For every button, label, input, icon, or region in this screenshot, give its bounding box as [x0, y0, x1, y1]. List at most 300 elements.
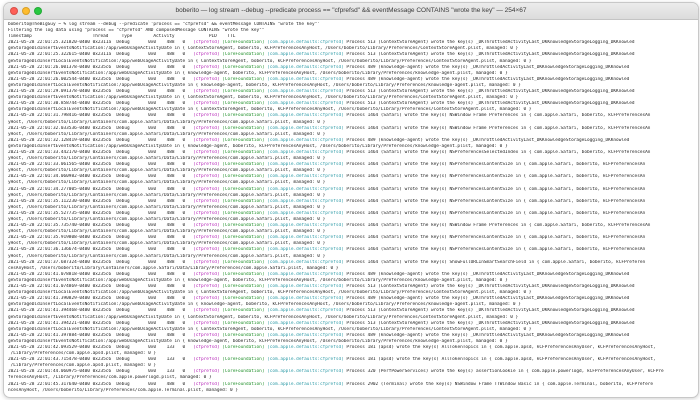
log-ttl: 0 [182, 186, 194, 192]
log-library: [CoreFoundation] [222, 101, 268, 107]
log-timestamp: 2021-05-28 22:01:43.715478-0400 0x235c6 [8, 357, 117, 363]
log-ttl: 0 [182, 332, 194, 338]
log-library: [CoreFoundation] [222, 64, 268, 70]
log-type: Debug [116, 332, 138, 338]
log-pid: 133 [163, 344, 183, 350]
log-subsystem: [com.apple.defaults:cfprefsd] [267, 89, 347, 95]
log-type: Debug [116, 284, 138, 290]
log-library: [CoreFoundation] [222, 259, 268, 265]
log-ttl: 0 [182, 381, 194, 387]
log-activity: 0x0 [137, 235, 164, 241]
log-ttl: 0 [182, 52, 194, 58]
log-type: Debug [116, 40, 138, 46]
log-pid: 488 [163, 223, 183, 229]
log-process: [cfprefsd] [193, 174, 223, 180]
log-entry [8, 52, 694, 58]
log-pid: 488 [163, 186, 183, 192]
log-entry-continuation: geStorageDidInsertLocalEventsNotification:/app/webUsageActivityDate in { ContextStoreAgent, boberito, kCFPreferencesAnyHost, /Users/boberito/Library/Preferences/ContextStoreAgent.plist, managed: 0 } [8, 107, 532, 113]
log-ttl: 0 [182, 125, 194, 131]
log-message: Process 489 (knowledge-agent) wrote the key(s) _DKThrottledActivityLast_DKKnowledgeStorageLogging_DKKnowled [346, 64, 630, 70]
log-subsystem: [com.apple.defaults:cfprefsd] [267, 235, 347, 241]
log-message: Process 489 (knowledge-agent) wrote the key(s) _DKThrottledActivityLast_DKKnowledgeStorageLogging_DKKnowled [346, 76, 630, 82]
log-process: [cfprefsd] [193, 271, 223, 277]
log-pid: 488 [163, 381, 183, 387]
log-activity: 0x0 [137, 149, 164, 155]
log-message: Process 181 (apsd) wrote the key(s) AllTokenTopics in { com.apple.apsd, kCFPreferencesAnyUser, kCFPreferencesAnyHost, [346, 344, 656, 350]
log-message: Process 513 (ContextStoreAgent) wrote the key(s) _DKThrottledActivityLast_DKKnowledgeStorageLogging_DKKnowled [346, 308, 635, 314]
log-process: [cfprefsd] [193, 149, 223, 155]
log-ttl: 0 [182, 357, 194, 363]
log-entry-continuation: cesAnyHost, /Users/boberito/Library/Containers/com.apple.Safari/Data/Library/Preferences/com.apple.Safari.plist, managed: 0 } [8, 265, 339, 271]
log-ttl: 0 [182, 296, 194, 302]
log-entry [8, 333, 694, 339]
log-message: Process 489 (knowledge-agent) wrote the key(s) _DKThrottledActivityLast_DKKnowledgeStorageLogging_DKKnowled [346, 271, 630, 277]
log-process: [cfprefsd] [193, 186, 223, 192]
log-timestamp: 2021-05-28 22:01:33.442170-0400 0x235c6 [8, 149, 117, 155]
log-subsystem: [com.apple.defaults:cfprefsd] [267, 381, 347, 387]
log-library: [CoreFoundation] [222, 174, 268, 180]
log-subsystem: [com.apple.defaults:cfprefsd] [267, 174, 347, 180]
log-timestamp: 2021-05-28 22:01:41.074869-0400 0x235c6 [8, 284, 117, 290]
log-library: [CoreFoundation] [222, 308, 268, 314]
log-activity: 0x0 [137, 357, 164, 363]
log-type: Debug [116, 113, 138, 119]
log-activity: 0x0 [137, 284, 164, 290]
log-ttl: 0 [182, 64, 194, 70]
log-type: Debug [116, 149, 138, 155]
log-timestamp: 2021-05-28 22:01:41.394468-0400 0x235c6 [8, 308, 117, 314]
log-message: Process 1464 (Safari) wrote the key(s) NSWindow Frame Preferences in { com.apple.Safari, boberito, kCFPreferencesAn [346, 125, 651, 131]
log-subsystem: [com.apple.defaults:cfprefsd] [267, 101, 347, 107]
log-process: [cfprefsd] [193, 259, 223, 265]
log-pid: 488 [163, 247, 183, 253]
log-process: [cfprefsd] [193, 125, 223, 131]
log-ttl: 0 [182, 223, 194, 229]
log-library: [CoreFoundation] [222, 332, 268, 338]
log-activity: 0x0 [137, 40, 164, 46]
log-ttl: 0 [182, 369, 194, 375]
log-subsystem: [com.apple.defaults:cfprefsd] [267, 186, 347, 192]
log-timestamp: 2021-05-28 22:01:42.093529-0400 0x235c6 [8, 344, 117, 350]
log-activity: 0x0 [137, 52, 164, 58]
log-entry [8, 187, 694, 193]
log-message: Process 1464 (Safari) wrote the key(s) NSPreferencesContentSize in { com.apple.Safari, boberito, kCFPreferencesAn [346, 186, 646, 192]
log-subsystem: [com.apple.defaults:cfprefsd] [267, 137, 347, 143]
log-process: [cfprefsd] [193, 223, 223, 229]
log-pid: 488 [163, 76, 183, 82]
log-type: Debug [116, 186, 138, 192]
log-pid: 488 [163, 198, 183, 204]
log-entry [8, 308, 694, 314]
command-line: boberito@TheBigGuy ~ % log stream --debug --predicate 'process == "cfprefsd" && eventMessage CONTAINS "wrote the key"' [8, 22, 320, 27]
log-message: Process 489 (knowledge-agent) wrote the key(s) _DKThrottledActivityLast_DKKnowledgeStorageLogging_DKKnowled [346, 296, 630, 302]
log-message: Process 489 (knowledge-agent) wrote the key(s) _DKThrottledActivityLast_DKKnowledgeStorageLogging_DKKnowled [346, 332, 630, 338]
log-type: Debug [116, 357, 138, 363]
log-type: Debug [116, 64, 138, 70]
log-type: Debug [116, 198, 138, 204]
log-pid: 488 [163, 52, 183, 58]
log-entry-continuation: yHost, /Users/boberito/Library/Containers/com.apple.Safari/Data/Library/Preferences/com.apple.Safari.plist, managed: 0 } [8, 217, 326, 222]
log-process: [cfprefsd] [193, 308, 223, 314]
log-type: Debug [116, 101, 138, 107]
log-activity: 0x0 [137, 198, 164, 204]
log-activity: 0x0 [137, 64, 164, 70]
log-process: [cfprefsd] [193, 52, 223, 58]
log-type: Debug [116, 296, 138, 302]
log-timestamp: 2021-05-28 22:01:26.002544-0400 0x235c6 [8, 76, 117, 82]
log-library: [CoreFoundation] [222, 89, 268, 95]
log-timestamp: 2021-05-28 22:01:35.919808-0400 0x235c6 [8, 235, 117, 241]
log-library: [CoreFoundation] [222, 210, 268, 216]
log-type: Debug [116, 369, 138, 375]
log-library: [CoreFoundation] [222, 284, 268, 290]
log-entry-continuation: yHost, /Users/boberito/Library/Containers/com.apple.Safari/Data/Library/Preferences/com.apple.Safari.plist, managed: 0 } [8, 119, 326, 125]
log-library: [CoreFoundation] [222, 381, 268, 387]
log-type: Debug [116, 137, 138, 143]
log-subsystem: [com.apple.defaults:cfprefsd] [267, 320, 347, 326]
log-subsystem: [com.apple.defaults:cfprefsd] [267, 64, 347, 70]
log-type: Debug [116, 247, 138, 253]
log-activity: 0x0 [137, 186, 164, 192]
log-ttl: 0 [182, 320, 194, 326]
log-process: [cfprefsd] [193, 344, 223, 350]
log-library: [CoreFoundation] [222, 271, 268, 277]
log-ttl: 0 [182, 101, 194, 107]
log-entry-continuation: yHost, /Users/boberito/Library/Containers/com.apple.Safari/Data/Library/Preferences/com.apple.Safari.plist, managed: 0 } [8, 241, 326, 247]
log-activity: 0x0 [137, 101, 164, 107]
log-activity: 0x0 [137, 320, 164, 326]
log-process: [cfprefsd] [193, 235, 223, 241]
log-message: Process 513 (ContextStoreAgent) wrote the key(s) _DKThrottledActivityLast_DKKnowledgeStorageLogging_DKKnowled [346, 284, 635, 290]
log-activity: 0x0 [137, 308, 164, 314]
log-pid: 488 [163, 320, 183, 326]
log-library: [CoreFoundation] [222, 296, 268, 302]
log-pid: 133 [163, 369, 183, 375]
log-pid: 488 [163, 259, 183, 265]
log-entry-continuation: geStorageDidInsertLocalEventsNotification:/app/webUsageActivityDate in { ContextStoreAgent, boberito, kCFPreferencesAnyHost, /Users/boberito/Library/Preferences/ContextStoreAgent.plist, managed: 0 } [8, 58, 532, 64]
log-entry-continuation: yHost, /Users/boberito/Library/Containers/com.apple.Safari/Data/Library/Preferences/com.apple.Safari.plist, managed: 0 } [8, 204, 326, 210]
log-library: [CoreFoundation] [222, 344, 268, 350]
log-library: [CoreFoundation] [222, 113, 268, 119]
log-activity: 0x0 [137, 210, 164, 216]
log-pid: 488 [163, 149, 183, 155]
log-subsystem: [com.apple.defaults:cfprefsd] [267, 259, 347, 265]
log-message: Process 1464 (Safari) wrote the key(s) NSPreferencesContentSize in { com.apple.Safari, boberito, kCFPreferencesAn [346, 174, 646, 180]
log-message: Process 1464 (Safari) wrote the key(s) NSPreferencesContentSize in { com.apple.Safari, boberito, kCFPreferencesAn [346, 247, 646, 253]
log-type: Debug [116, 344, 138, 350]
log-message: Process 513 (ContextStoreAgent) wrote the key(s) _DKThrottledActivityLast_DKKnowledgeStorageLogging_DKKnowled [346, 52, 635, 58]
log-entry [8, 199, 694, 205]
log-subsystem: [com.apple.defaults:cfprefsd] [267, 198, 347, 204]
log-entry-continuation: yHost, /Users/boberito/Library/Containers/com.apple.Safari/Data/Library/Preferences/com.apple.Safari.plist, managed: 0 } [8, 156, 326, 162]
log-entry-continuation: /Library/Preferences/com.apple.apsd.plist, managed: 0 } [8, 363, 157, 369]
log-pid: 488 [163, 101, 183, 107]
log-library: [CoreFoundation] [222, 149, 268, 155]
log-ttl: 0 [182, 247, 194, 253]
log-entry [8, 126, 694, 132]
log-timestamp: 2021-05-28 22:01:44.060975-0400 0x235c6 [8, 369, 117, 375]
log-library: [CoreFoundation] [222, 125, 268, 131]
log-timestamp: 2021-05-28 22:01:26.001378-0400 0x235c6 [8, 64, 117, 70]
log-activity: 0x0 [137, 89, 164, 95]
log-message: Process 513 (ContextStoreAgent) wrote the key(s) _DKThrottledActivityLast_DKKnowledgeStorageLogging_DKKnowled [346, 101, 635, 107]
log-entry-continuation: geStorageDidInsertEventsNotification:/app/webUsageActivityDate in { ContextStoreAgent, boberito, kCFPreferencesAnyHost, /Users/boberito/Library/Preferences/ContextStoreAgent.plist, managed: 0 } [8, 46, 519, 52]
log-process: [cfprefsd] [193, 320, 223, 326]
log-message: Process 489 (knowledge-agent) wrote the key(s) _DKThrottledActivityLast_DKKnowledgeStorageLogging_DKKnowled [346, 137, 630, 143]
log-message: Process 1464 (Safari) wrote the key(s) NSPreferencesSelectedIndex in { com.apple.Safari, boberito, kCFPreferencesAn [346, 149, 651, 155]
log-library: [CoreFoundation] [222, 223, 268, 229]
log-entry-continuation: geStorageDidInsertLocalEventsNotification:/app/webUsageActivityDate in { knowledge-agent, boberito, kCFPreferencesAnyHost, /Users/boberito/Library/Preferences/knowledge-agent.plist, managed: 0 } [8, 302, 521, 308]
log-subsystem: [com.apple.defaults:cfprefsd] [267, 296, 347, 302]
log-type: Debug [116, 235, 138, 241]
log-timestamp: 2021-05-28 22:01:41.394221-0400 0x235c6 [8, 320, 117, 326]
log-timestamp: 2021-05-28 22:01:34.060982-0400 0x235c6 [8, 174, 117, 180]
log-process: [cfprefsd] [193, 284, 223, 290]
log-entry-continuation: geStorageDidInsertEventsNotification:/app/webUsageActivityDate in { knowledge-agent, boberito, kCFPreferencesAnyHost, /Users/boberito/Library/Preferences/knowledge-agent.plist, managed: 0 } [8, 338, 508, 344]
log-entry-continuation: geStorageDidInsertEventsNotification:/app/webUsageActivityDate in { ContextStoreAgent, boberito, kCFPreferencesAnyHost, /Users/boberito/Library/Preferences/ContextStoreAgent.plist, managed: 0 } [8, 95, 519, 101]
log-process: [cfprefsd] [193, 332, 223, 338]
log-activity: 0x0 [137, 259, 164, 265]
log-timestamp: 2021-05-28 22:01:41.390829-0400 0x235c6 [8, 296, 117, 302]
log-ttl: 0 [182, 174, 194, 180]
log-message: Process 320 (PerfPowerServices) wrote the key(s) assertionCookie in { com.apple.powerlogd, kCFPreferencesAnyUser, kCFPre [346, 369, 664, 375]
log-pid: 133 [163, 357, 183, 363]
log-library: [CoreFoundation] [222, 235, 268, 241]
log-entry-continuation: geStorageDidInsertLocalEventsNotification:/app/webUsageActivityDate in { ContextStoreAgent, boberito, kCFPreferencesAnyHost, /Users/boberito/Library/Preferences/ContextStoreAgent.plist, managed: 0 } [8, 326, 532, 332]
log-timestamp: 2021-05-28 22:01:29.091378-0400 0x235c6 [8, 89, 117, 95]
log-library: [CoreFoundation] [222, 52, 268, 58]
log-message: Process 513 (ContextStoreAgent) wrote the key(s) _DKThrottledActivityLast_DKKnowledgeStorageLogging_DKKnowled [346, 320, 635, 326]
log-timestamp: 2021-05-28 22:01:32.128419-0400 0x235c6 [8, 137, 117, 143]
log-entry [8, 113, 694, 119]
log-entry-continuation: yHost, /Users/boberito/Library/Containers/com.apple.Safari/Data/Library/Preferences/com.apple.Safari.plist, managed: 0 } [8, 180, 326, 186]
log-activity: 0x0 [137, 76, 164, 82]
log-type: Debug [116, 381, 138, 387]
log-entry-continuation: geStorageDidInsertLocalEventsNotification:/app/webUsageActivityDate in { knowledge-agent, boberito, kCFPreferencesAnyHost, /Users/boberito/Library/Preferences/knowledge-agent.plist, managed: 0 } [8, 82, 521, 88]
log-library: [CoreFoundation] [222, 162, 268, 168]
log-activity: 0x0 [137, 125, 164, 131]
log-entry-continuation: yHost, /Users/boberito/Library/Containers/com.apple.Safari/Data/Library/Preferences/com.apple.Safari.plist, managed: 0 } [8, 131, 326, 137]
log-entry [8, 382, 694, 388]
log-entry [8, 65, 694, 71]
log-ttl: 0 [182, 162, 194, 168]
log-pid: 488 [163, 137, 183, 143]
log-entry-continuation: geStorageDidInsertEventsNotification:/app/webUsageActivityDate in { knowledge-agent, boberito, kCFPreferencesAnyHost, /Users/boberito/Library/Preferences/knowledge-agent.plist, managed: 0 } [8, 143, 508, 149]
log-entry [8, 138, 694, 144]
log-entry [8, 247, 694, 253]
log-process: [cfprefsd] [193, 198, 223, 204]
log-timestamp: 2021-05-28 22:01:35.112230-0400 0x235c6 [8, 198, 117, 204]
log-activity: 0x0 [137, 332, 164, 338]
log-pid: 488 [163, 125, 183, 131]
log-pid: 488 [163, 113, 183, 119]
log-process: [cfprefsd] [193, 210, 223, 216]
log-entry-continuation: yHost, /Users/boberito/Library/Containers/com.apple.Safari/Data/Library/Preferences/com.apple.Safari.plist, managed: 0 } [8, 253, 326, 259]
log-process: [cfprefsd] [193, 247, 223, 253]
log-timestamp: 2021-05-28 22:01:41.397884-0400 0x235c6 [8, 332, 117, 338]
log-ttl: 0 [182, 210, 194, 216]
log-entry-continuation: geStorageDidInsertEventsNotification:/app/webUsageActivityDate in { ContextStoreAgent, boberito, kCFPreferencesAnyHost, /Users/boberito/Library/Preferences/ContextStoreAgent.plist, managed: 0 } [8, 314, 519, 320]
log-type: Debug [116, 210, 138, 216]
log-process: [cfprefsd] [193, 369, 223, 375]
log-timestamp: 2021-05-28 22:01:31.798416-0400 0x235c6 [8, 113, 117, 119]
log-process: [cfprefsd] [193, 137, 223, 143]
log-entry-continuation: geStorageDidInsertEventsNotification:/app/webUsageActivityDate in { knowledge-agent, boberito, kCFPreferencesAnyHost, /Users/boberito/Library/Preferences/knowledge-agent.plist, managed: 0 } [8, 277, 508, 283]
log-library: [CoreFoundation] [222, 198, 268, 204]
log-pid: 488 [163, 296, 183, 302]
log-message: Process 513 (ContextStoreAgent) wrote the key(s) _DKThrottledActivityLast_DKKnowledgeStorageLogging_DKKnowled [346, 40, 635, 46]
column-header-line: Timestamp Thread Type Activity PID TTL [8, 34, 236, 40]
log-process: [cfprefsd] [193, 101, 223, 107]
log-ttl: 0 [182, 271, 194, 277]
log-subsystem: [com.apple.defaults:cfprefsd] [267, 271, 347, 277]
log-type: Debug [116, 125, 138, 131]
log-pid: 488 [163, 284, 183, 290]
log-entry-continuation: yHost, /Users/boberito/Library/Containers/com.apple.Safari/Data/Library/Preferences/com.apple.Safari.plist, managed: 0 } [8, 168, 326, 174]
log-subsystem: [com.apple.defaults:cfprefsd] [267, 223, 347, 229]
terminal-window [3, 2, 699, 398]
log-type: Debug [116, 76, 138, 82]
log-pid: 488 [163, 308, 183, 314]
log-library: [CoreFoundation] [222, 320, 268, 326]
log-timestamp: 2021-05-28 22:01:37.687324-0400 0x235c6 [8, 259, 117, 265]
log-type: Debug [116, 52, 138, 58]
log-library: [CoreFoundation] [222, 357, 268, 363]
log-process: [cfprefsd] [193, 113, 223, 119]
log-message: Process 181 (apsd) wrote the key(s) AllTokenTopics in { com.apple.apsd, kCFPreferencesAnyUser, kCFPreferencesAnyHost, [346, 357, 656, 363]
log-message: Process 1464 (Safari) wrote the key(s) NSPreferencesContentSize in { com.apple.Safari, boberito, kCFPreferencesAn [346, 162, 646, 168]
log-library: [CoreFoundation] [222, 186, 268, 192]
log-activity: 0x0 [137, 174, 164, 180]
log-timestamp: 2021-05-28 22:01:25.321820-0400 0x2311a [8, 40, 117, 46]
log-pid: 488 [163, 40, 183, 46]
log-type: Debug [116, 223, 138, 229]
log-type: Debug [116, 174, 138, 180]
log-process: [cfprefsd] [193, 162, 223, 168]
log-timestamp: 2021-05-28 22:01:35.527735-0400 0x235c6 [8, 210, 117, 216]
log-message: Process 1464 (Safari) wrote the key(s) NSPreferencesContentSize in { com.apple.Safari, boberito, kCFPreferencesAn [346, 198, 646, 204]
log-pid: 488 [163, 162, 183, 168]
log-pid: 488 [163, 235, 183, 241]
log-entry [8, 321, 694, 327]
log-timestamp: 2021-05-28 22:01:35.735740-0400 0x235c6 [8, 223, 117, 229]
log-pid: 488 [163, 64, 183, 70]
log-entry-continuation: ncesAnyHost, /Users/boberito/Library/Preferences/com.apple.Terminal.plist, managed: 0 } [8, 387, 238, 393]
log-subsystem: [com.apple.defaults:cfprefsd] [267, 40, 347, 46]
log-subsystem: [com.apple.defaults:cfprefsd] [267, 149, 347, 155]
log-timestamp: 2021-05-28 22:01:41.078818-0400 0x235c6 [8, 271, 117, 277]
window-title: boberito — log stream --debug --predicate process == "cfprefsd" && eventMessage CONTAINS "wrote the key" — 254×67 [175, 7, 527, 14]
log-activity: 0x0 [137, 247, 164, 253]
title-bar[interactable] [4, 3, 698, 20]
log-ttl: 0 [182, 198, 194, 204]
log-entry-continuation: geStorageDidInsertLocalEventsNotification:/app/webUsageActivityDate in { ContextStoreAgent, boberito, kCFPreferencesAnyHost, /Users/boberito/Library/Preferences/ContextStoreAgent.plist, managed: 0 } [8, 290, 532, 296]
log-timestamp: 2021-05-28 22:01:36.136674-0400 0x235c6 [8, 247, 117, 253]
log-subsystem: [com.apple.defaults:cfprefsd] [267, 344, 347, 350]
log-timestamp: 2021-05-28 22:01:45.317640-0400 0x235c6 [8, 381, 117, 387]
log-library: [CoreFoundation] [222, 369, 268, 375]
log-type: Debug [116, 162, 138, 168]
log-type: Debug [116, 89, 138, 95]
log-type: Debug [116, 308, 138, 314]
log-entry-continuation: yHost, /Users/boberito/Library/Containers/com.apple.Safari/Data/Library/Preferences/com.apple.Safari.plist, managed: 0 } [8, 192, 326, 198]
log-entry-continuation: geStorageDidInsertEventsNotification:/app/webUsageActivityDate in { knowledge-agent, boberito, kCFPreferencesAnyHost, /Users/boberito/Library/Preferences/knowledge-agent.plist, managed: 0 } [8, 70, 508, 76]
log-activity: 0x0 [137, 381, 164, 387]
log-activity: 0x0 [137, 296, 164, 302]
log-subsystem: [com.apple.defaults:cfprefsd] [267, 357, 347, 363]
log-entry-continuation: /Library/Preferences/com.apple.apsd.plist, managed: 0 } [8, 351, 157, 357]
log-process: [cfprefsd] [193, 40, 223, 46]
log-message: Process 1464 (Safari) wrote the key(s) NSPreferencesContentSize in { com.apple.Safari, boberito, kCFPreferencesAn [346, 235, 646, 241]
log-message: Process 1464 (Safari) wrote the key(s) NSWindow Frame Preferences in { com.apple.Safari, boberito, kCFPreferencesAn [346, 223, 651, 229]
log-entry-continuation: yHost, /Users/boberito/Library/Containers/com.apple.Safari/Data/Library/Preferences/com.apple.Safari.plist, managed: 0 } [8, 229, 326, 235]
log-type: Debug [116, 320, 138, 326]
log-activity: 0x0 [137, 271, 164, 277]
log-message: Process 1464 (Safari) wrote the key(s) NSWindow Frame Preferences in { com.apple.Safari, boberito, kCFPreferencesAn [346, 113, 651, 119]
log-message: Process 1464 (Safari) wrote the key(s) ShowFullURLInSmartSearchField in { com.apple.Safari, boberito, kCFPreferen [346, 259, 646, 265]
log-subsystem: [com.apple.defaults:cfprefsd] [267, 308, 347, 314]
log-process: [cfprefsd] [193, 76, 223, 82]
log-library: [CoreFoundation] [222, 247, 268, 253]
log-subsystem: [com.apple.defaults:cfprefsd] [267, 76, 347, 82]
log-timestamp: 2021-05-28 22:01:34.277005-0400 0x235c6 [8, 186, 117, 192]
log-pid: 488 [163, 174, 183, 180]
log-type: Debug [116, 259, 138, 265]
filter-info-line: Filtering the log data using "process == "cfprefsd" AND composedMessage CONTAINS "wrote the key"" [8, 28, 265, 34]
log-subsystem: [com.apple.defaults:cfprefsd] [267, 284, 347, 290]
log-process: [cfprefsd] [193, 381, 223, 387]
log-subsystem: [com.apple.defaults:cfprefsd] [267, 113, 347, 119]
terminal-output[interactable] [4, 20, 698, 397]
log-ttl: 0 [182, 259, 194, 265]
log-timestamp: 2021-05-28 22:01:30.858744-0400 0x235c6 [8, 101, 117, 107]
log-subsystem: [com.apple.defaults:cfprefsd] [267, 52, 347, 58]
log-activity: 0x0 [137, 137, 164, 143]
log-process: [cfprefsd] [193, 296, 223, 302]
log-library: [CoreFoundation] [222, 40, 268, 46]
log-timestamp: 2021-05-28 22:01:33.061565-0400 0x235c6 [8, 162, 117, 168]
log-message: Process 513 (ContextStoreAgent) wrote the key(s) _DKThrottledActivityLast_DKKnowledgeStorageLogging_DKKnowled [346, 89, 635, 95]
log-process: [cfprefsd] [193, 89, 223, 95]
log-pid: 488 [163, 210, 183, 216]
log-entry [8, 260, 694, 266]
log-type: Debug [116, 271, 138, 277]
log-ttl: 0 [182, 76, 194, 82]
log-activity: 0x0 [137, 223, 164, 229]
log-timestamp: 2021-05-28 22:01:25.322615-0400 0x2311a [8, 52, 117, 58]
log-process: [cfprefsd] [193, 357, 223, 363]
log-subsystem: [com.apple.defaults:cfprefsd] [267, 247, 347, 253]
log-library: [CoreFoundation] [222, 76, 268, 82]
log-subsystem: [com.apple.defaults:cfprefsd] [267, 125, 347, 131]
log-subsystem: [com.apple.defaults:cfprefsd] [267, 369, 347, 375]
log-activity: 0x0 [137, 344, 164, 350]
log-subsystem: [com.apple.defaults:cfprefsd] [267, 162, 347, 168]
log-message: Process 1464 (Safari) wrote the key(s) NSPreferencesContentSize in { com.apple.Safari, boberito, kCFPreferencesAn [346, 210, 646, 216]
log-subsystem: [com.apple.defaults:cfprefsd] [267, 332, 347, 338]
log-ttl: 0 [182, 149, 194, 155]
log-pid: 488 [163, 89, 183, 95]
log-activity: 0x0 [137, 369, 164, 375]
log-pid: 488 [163, 332, 183, 338]
log-process: [cfprefsd] [193, 64, 223, 70]
log-ttl: 0 [182, 235, 194, 241]
log-ttl: 0 [182, 113, 194, 119]
log-subsystem: [com.apple.defaults:cfprefsd] [267, 210, 347, 216]
log-timestamp: 2021-05-28 22:01:32.033536-0400 0x235c6 [8, 125, 117, 131]
log-ttl: 0 [182, 284, 194, 290]
log-pid: 488 [163, 271, 183, 277]
